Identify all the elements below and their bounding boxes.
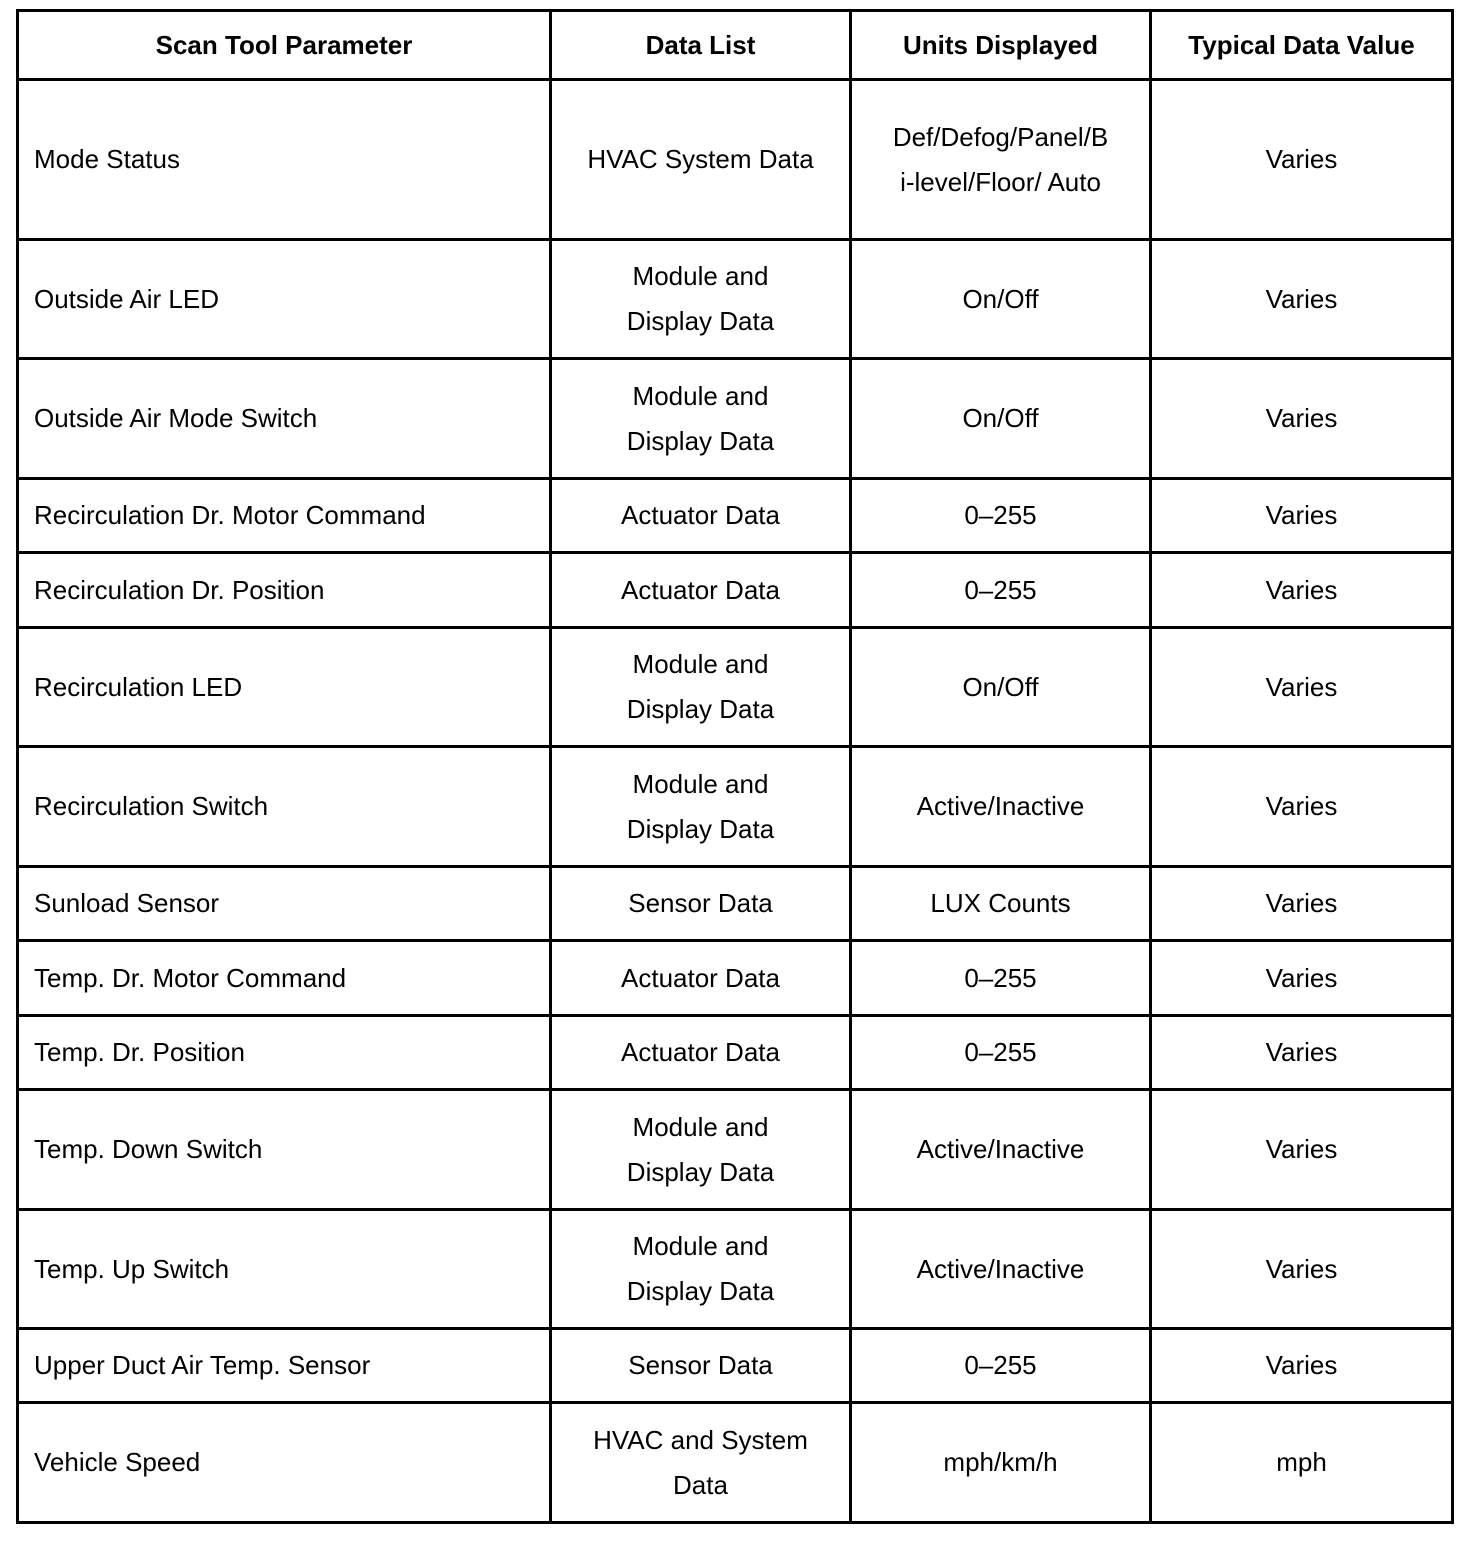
cell-text-line: Display Data <box>626 1156 775 1187</box>
cell-text: Varies <box>1265 574 1338 605</box>
header-row <box>18 11 1453 80</box>
cell-text: 0–255 <box>964 1350 1037 1380</box>
cell-parameter <box>18 240 551 359</box>
cell-text: Outside Air LED <box>34 283 219 314</box>
cell-text: LUX Counts <box>930 888 1071 918</box>
cell-parameter <box>18 747 551 867</box>
table-row <box>18 1090 1453 1210</box>
cell-units <box>851 1329 1151 1403</box>
cell-typical-value <box>1151 359 1453 479</box>
cell-text: Temp. Dr. Position <box>34 1037 245 1067</box>
cell-text-line: Module and <box>632 261 769 291</box>
cell-text: 0–255 <box>964 574 1037 605</box>
cell-text: Recirculation LED <box>34 671 243 702</box>
table-row <box>18 240 1453 359</box>
cell-text: Recirculation Switch <box>34 791 269 821</box>
cell-units <box>851 240 1151 359</box>
cell-data-list <box>551 1403 851 1523</box>
cell-text: Varies <box>1265 1134 1338 1164</box>
cell-text-line: Module and <box>632 380 769 411</box>
cell-typical-value <box>1151 747 1453 867</box>
cell-text: Sensor Data <box>628 1350 773 1380</box>
cell-parameter <box>18 1210 551 1329</box>
table-row <box>18 479 1453 553</box>
cell-typical-value <box>1151 1329 1453 1403</box>
cell-text: Varies <box>1265 144 1338 174</box>
cell-text: Varies <box>1265 403 1338 433</box>
cell-text: Varies <box>1265 283 1338 314</box>
cell-data-list <box>551 628 851 747</box>
cell-units <box>851 80 1151 240</box>
cell-text: Varies <box>1265 791 1338 821</box>
cell-text: On/Off <box>962 403 1039 433</box>
cell-data-list <box>551 80 851 240</box>
cell-text: Varies <box>1265 500 1338 530</box>
cell-text: 0–255 <box>964 500 1037 530</box>
scan-tool-data-table <box>16 9 1454 1524</box>
cell-text-line: Def/Defog/Panel/B <box>892 121 1109 152</box>
cell-data-list <box>551 553 851 628</box>
cell-typical-value <box>1151 941 1453 1016</box>
cell-text-line: Module and <box>632 1231 769 1261</box>
table-row <box>18 553 1453 628</box>
cell-typical-value <box>1151 1210 1453 1329</box>
cell-typical-value <box>1151 628 1453 747</box>
cell-text: Actuator Data <box>621 1037 780 1067</box>
cell-text: On/Off <box>962 283 1039 314</box>
cell-text-line: Module and <box>632 649 769 679</box>
header-units-displayed: Units Displayed <box>851 11 1151 80</box>
cell-data-list <box>551 1210 851 1329</box>
cell-text-line: Module and <box>632 768 769 799</box>
cell-text: Temp. Up Switch <box>34 1253 230 1284</box>
cell-parameter <box>18 1016 551 1090</box>
cell-text: Varies <box>1265 1253 1338 1284</box>
cell-typical-value <box>1151 1016 1453 1090</box>
cell-text-line: Display Data <box>626 694 775 724</box>
cell-typical-value <box>1151 1090 1453 1210</box>
cell-text: Active/Inactive <box>916 1134 1085 1164</box>
cell-typical-value <box>1151 553 1453 628</box>
cell-parameter <box>18 1403 551 1523</box>
cell-text: 0–255 <box>964 962 1037 993</box>
header-typical-data-value: Typical Data Value <box>1151 11 1453 80</box>
cell-units <box>851 1210 1151 1329</box>
table-row <box>18 1210 1453 1329</box>
cell-data-list <box>551 1016 851 1090</box>
table-row <box>18 1403 1453 1523</box>
cell-text-line: Display Data <box>626 1276 775 1306</box>
cell-text: mph/km/h <box>943 1447 1058 1477</box>
cell-text: Actuator Data <box>621 574 780 605</box>
header-data-list: Data List <box>551 11 851 80</box>
cell-text: Active/Inactive <box>916 1253 1085 1284</box>
cell-units <box>851 1090 1151 1210</box>
cell-parameter <box>18 80 551 240</box>
cell-units <box>851 359 1151 479</box>
cell-data-list <box>551 867 851 941</box>
cell-text-line: Display Data <box>626 425 775 456</box>
cell-units <box>851 867 1151 941</box>
table-row <box>18 80 1453 240</box>
cell-text: Recirculation Dr. Position <box>34 574 325 605</box>
cell-text: On/Off <box>962 671 1039 702</box>
cell-typical-value <box>1151 867 1453 941</box>
cell-text-line: Data <box>673 1469 728 1500</box>
cell-data-list <box>551 359 851 479</box>
table-body <box>18 80 1453 1523</box>
table-row <box>18 1329 1453 1403</box>
cell-text: Active/Inactive <box>916 791 1085 821</box>
table-row <box>18 747 1453 867</box>
cell-text-line: Module and <box>632 1111 769 1142</box>
cell-parameter <box>18 553 551 628</box>
cell-text: Varies <box>1265 1350 1338 1380</box>
cell-parameter <box>18 479 551 553</box>
cell-units <box>851 553 1151 628</box>
cell-text: Upper Duct Air Temp. Sensor <box>34 1350 371 1380</box>
cell-typical-value <box>1151 240 1453 359</box>
cell-text: Actuator Data <box>621 500 780 530</box>
cell-text: Varies <box>1265 671 1338 702</box>
cell-text: Recirculation Dr. Motor Command <box>34 500 426 530</box>
cell-parameter <box>18 628 551 747</box>
cell-units <box>851 479 1151 553</box>
cell-text: Mode Status <box>34 144 180 174</box>
cell-data-list <box>551 479 851 553</box>
cell-text: Actuator Data <box>621 962 780 993</box>
cell-text: Sensor Data <box>628 888 773 918</box>
cell-text: Temp. Down Switch <box>34 1134 263 1164</box>
table-row <box>18 628 1453 747</box>
cell-units <box>851 1016 1151 1090</box>
table-row <box>18 867 1453 941</box>
cell-text: 0–255 <box>964 1037 1037 1067</box>
cell-data-list <box>551 941 851 1016</box>
header-scan-tool-parameter: Scan Tool Parameter <box>18 11 551 80</box>
cell-parameter <box>18 867 551 941</box>
cell-parameter <box>18 359 551 479</box>
table-row <box>18 359 1453 479</box>
cell-data-list <box>551 1329 851 1403</box>
cell-data-list <box>551 747 851 867</box>
cell-parameter <box>18 1329 551 1403</box>
cell-data-list <box>551 240 851 359</box>
cell-text-line: Display Data <box>626 813 775 844</box>
cell-units <box>851 628 1151 747</box>
cell-text: Varies <box>1265 1037 1338 1067</box>
cell-text-line: i-level/Floor/ Auto <box>900 166 1101 197</box>
cell-text-line: HVAC and System <box>593 1424 808 1455</box>
table-row <box>18 941 1453 1016</box>
cell-units <box>851 1403 1151 1523</box>
cell-text-line: Display Data <box>626 306 775 336</box>
cell-text: Varies <box>1265 962 1338 993</box>
cell-typical-value <box>1151 80 1453 240</box>
table-row <box>18 1016 1453 1090</box>
cell-units <box>851 747 1151 867</box>
cell-data-list <box>551 1090 851 1210</box>
cell-typical-value <box>1151 1403 1453 1523</box>
cell-parameter <box>18 941 551 1016</box>
cell-text: Outside Air Mode Switch <box>34 403 318 433</box>
cell-text: Vehicle Speed <box>34 1447 201 1477</box>
cell-typical-value <box>1151 479 1453 553</box>
cell-units <box>851 941 1151 1016</box>
cell-parameter <box>18 1090 551 1210</box>
cell-text: mph <box>1276 1447 1327 1477</box>
cell-text: Sunload Sensor <box>34 888 220 918</box>
cell-text: HVAC System Data <box>587 144 814 174</box>
cell-text: Temp. Dr. Motor Command <box>34 962 347 993</box>
cell-text: Varies <box>1265 888 1338 918</box>
